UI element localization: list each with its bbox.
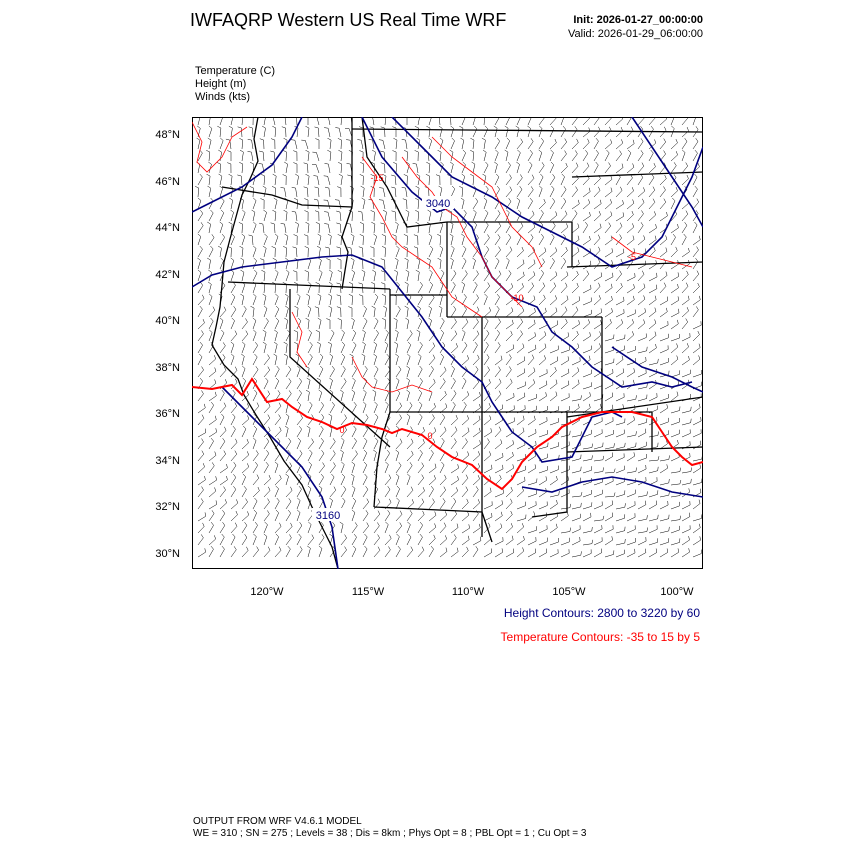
model-info-line1: OUTPUT FROM WRF V4.6.1 MODEL (193, 816, 362, 827)
height-label: 3160 (315, 510, 341, 522)
lat-label: 30°N (155, 548, 180, 560)
lat-label: 44°N (155, 222, 180, 234)
lat-label: 32°N (155, 501, 180, 513)
variable-height: Height (m) (195, 78, 247, 90)
lat-label: 34°N (155, 455, 180, 467)
lon-label: 110°W (451, 586, 485, 598)
lat-label: 36°N (155, 408, 180, 420)
plot-title: IWFAQRP Western US Real Time WRF (190, 10, 507, 30)
init-time: Init: 2026-01-27_00:00:00 (573, 14, 703, 26)
model-info-line2: WE = 310 ; SN = 275 ; Levels = 38 ; Dis = 8km ; Phys Opt = 8 ; PBL Opt = 1 ; Cu Opt = 3 (193, 828, 587, 839)
lat-label: 38°N (155, 362, 180, 374)
lon-label: 115°W (351, 586, 385, 598)
lon-label: 105°W (552, 586, 586, 598)
variable-winds: Winds (kts) (195, 91, 250, 103)
temperature-label: 0 (427, 431, 433, 441)
lat-label: 46°N (155, 176, 180, 188)
lon-label: 120°W (250, 586, 284, 598)
lon-label: 100°W (660, 586, 694, 598)
temperature-contour-legend: Temperature Contours: -35 to 15 by 5 (500, 630, 700, 644)
temperature-label: -15 (370, 173, 384, 183)
temperature-label: 0 (339, 425, 345, 435)
lat-label: 40°N (155, 315, 180, 327)
temperature-label: -5 (627, 252, 637, 262)
temperature-label: -10 (510, 293, 524, 303)
variable-temperature: Temperature (C) (195, 65, 276, 77)
valid-time: Valid: 2026-01-29_06:00:00 (568, 28, 703, 40)
height-contour-legend: Height Contours: 2800 to 3220 by 60 (503, 606, 700, 620)
height-label: 3040 (425, 198, 451, 210)
lat-label: 42°N (155, 269, 180, 281)
weather-map (192, 117, 703, 569)
lat-label: 48°N (155, 129, 180, 141)
